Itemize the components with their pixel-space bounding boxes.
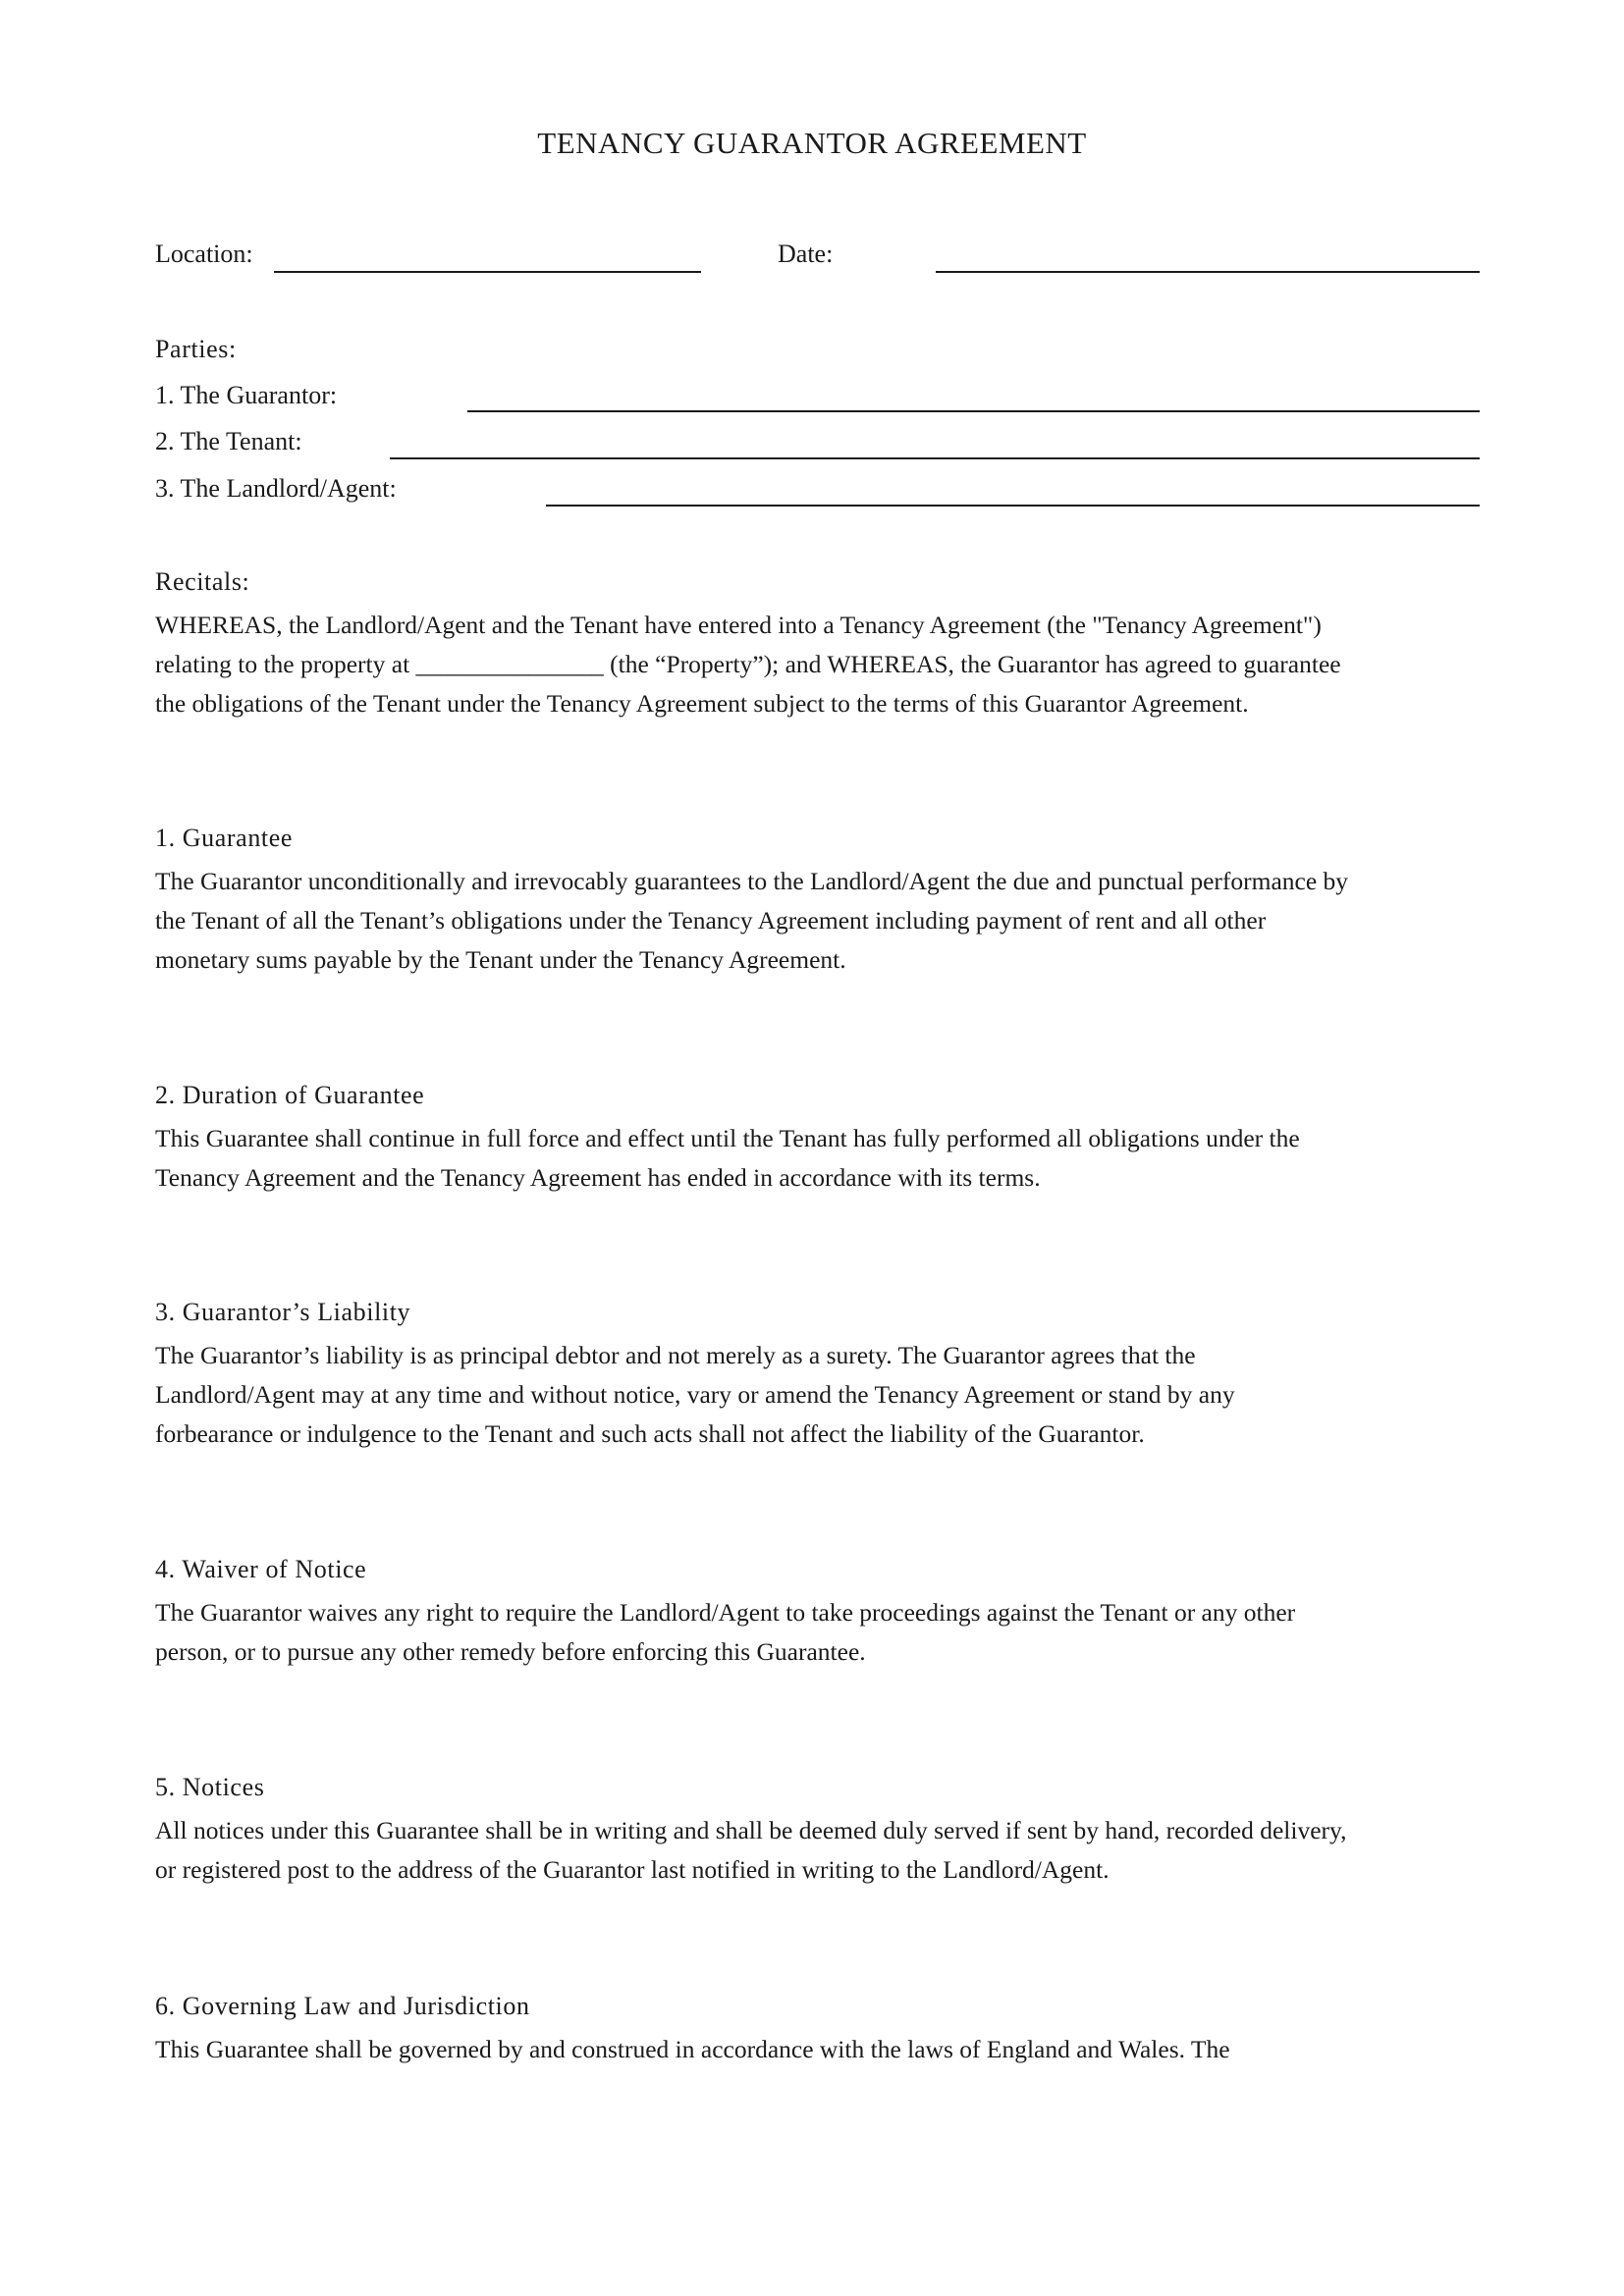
date-field-line[interactable] xyxy=(936,271,1480,273)
section-heading: 6. Governing Law and Jurisdiction xyxy=(155,1992,530,2020)
section-heading: 1. Guarantee xyxy=(155,824,294,852)
section-line: This Guarantee shall continue in full force and effect until the Tenant has fully performed all obligations under the xyxy=(155,1124,1300,1152)
section-body xyxy=(155,1336,1481,1454)
party-tenant-line[interactable] xyxy=(390,457,1480,459)
party-landlord-label: 3. The Landlord/Agent: xyxy=(155,474,397,503)
section-guarantee xyxy=(155,823,1481,980)
section-line: monetary sums payable by the Tenant under the Tenancy Agreement. xyxy=(155,945,846,974)
section-line: The Guarantor unconditionally and irrevocably guarantees to the Landlord/Agent the due and punctual performance by xyxy=(155,867,1349,895)
section-line: person, or to pursue any other remedy before enforcing this Guarantee. xyxy=(155,1637,866,1666)
section-body xyxy=(155,1593,1481,1672)
recitals-line: WHEREAS, the Landlord/Agent and the Tenant have entered into a Tenancy Agreement (the "Tenancy Agreement") xyxy=(155,611,1322,639)
party-guarantor-label: 1. The Guarantor: xyxy=(155,381,338,409)
section-notices xyxy=(155,1772,1481,1890)
date-label: Date: xyxy=(778,240,834,268)
party-tenant-label: 2. The Tenant: xyxy=(155,427,302,455)
party-guarantor-line[interactable] xyxy=(467,410,1480,412)
section-body xyxy=(155,862,1481,980)
section-heading: 5. Notices xyxy=(155,1773,265,1801)
party-landlord-line[interactable] xyxy=(546,505,1480,507)
section-liability xyxy=(155,1297,1481,1454)
section-line: Landlord/Agent may at any time and without notice, vary or amend the Tenancy Agreement or stand by any xyxy=(155,1380,1235,1409)
section-line: The Guarantor waives any right to require the Landlord/Agent to take proceedings against the Tenant or any other xyxy=(155,1598,1296,1627)
recitals-line: relating to the property at _______________ (the “Property”); and WHEREAS, the Guarantor has agreed to guarantee xyxy=(155,650,1341,678)
recitals-section xyxy=(155,566,1481,723)
recitals-line: the obligations of the Tenant under the Tenancy Agreement subject to the terms of this Guarantor Agreement. xyxy=(155,689,1249,718)
section-heading: 2. Duration of Guarantee xyxy=(155,1081,425,1109)
section-heading: 3. Guarantor’s Liability xyxy=(155,1298,411,1326)
section-heading: 4. Waiver of Notice xyxy=(155,1555,367,1583)
recitals-heading: Recitals: xyxy=(155,567,250,596)
section-duration xyxy=(155,1080,1481,1198)
section-body xyxy=(155,2030,1481,2069)
section-body xyxy=(155,1119,1481,1198)
section-waiver xyxy=(155,1554,1481,1672)
section-body xyxy=(155,1811,1481,1890)
recitals-body xyxy=(155,606,1481,723)
parties-heading: Parties: xyxy=(155,335,237,363)
section-line: the Tenant of all the Tenant’s obligations under the Tenancy Agreement including payment of rent and all other xyxy=(155,906,1267,934)
section-line: All notices under this Guarantee shall be in writing and shall be deemed duly served if sent by hand, recorded delivery, xyxy=(155,1816,1347,1844)
section-line: or registered post to the address of the Guarantor last notified in writing to the Landlord/Agent. xyxy=(155,1855,1110,1884)
section-line: Tenancy Agreement and the Tenancy Agreement has ended in accordance with its terms. xyxy=(155,1163,1041,1192)
location-label: Location: xyxy=(155,240,253,268)
section-line: The Guarantor’s liability is as principal debtor and not merely as a surety. The Guarantor agrees that the xyxy=(155,1341,1196,1369)
document-title: TENANCY GUARANTOR AGREEMENT xyxy=(537,126,1087,160)
section-governing-law xyxy=(155,1991,1481,2069)
section-line: forbearance or indulgence to the Tenant and such acts shall not affect the liability of the Guarantor. xyxy=(155,1419,1145,1448)
location-field-line[interactable] xyxy=(274,271,701,273)
section-line: This Guarantee shall be governed by and construed in accordance with the laws of England and Wales. The xyxy=(155,2035,1230,2063)
